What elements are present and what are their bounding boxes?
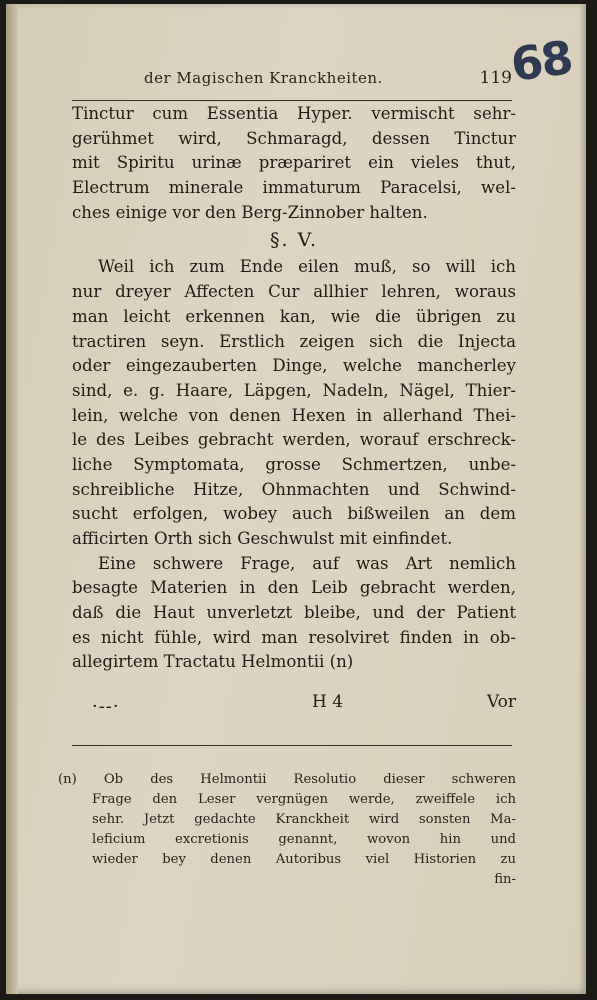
main-text [72, 102, 516, 675]
text-line: Weil ich zum Ende eilen muß, so will ich [98, 257, 516, 277]
text-line: Eine schwere Frage, auf was Art nemlich [98, 553, 516, 573]
text-line: lein, welche von denen Hexen in allerhand Thei- [72, 405, 516, 425]
page-gutter [6, 4, 18, 994]
footnote-line: fin- [494, 872, 516, 887]
text-line: liche Symptomata, grosse Schmertzen, unbe- [72, 454, 516, 474]
footnote-line: wieder bey denen Autoribus viel Historien zu [92, 852, 516, 867]
footnote [58, 770, 516, 890]
text-line: le des Leibes gebracht werden, worauf erschreck- [72, 430, 516, 450]
text-line: allegirtem Tractatu Helmontii (n) [72, 652, 354, 672]
footnote-line: Frage den Leser vergnügen werde, zweiffele ich [92, 792, 516, 807]
text-line: sind, e. g. Haare, Läpgen, Nadeln, Nägel, Thier- [72, 380, 516, 400]
catchword: Vor [486, 692, 516, 712]
text-line: schreibliche Hitze, Ohnmachten und Schwind- [72, 479, 516, 499]
text-line: es nicht fühle, wird man resolviret finden in ob- [72, 627, 516, 647]
text-line: gerühmet wird, Schmaragd, dessen Tinctur [72, 128, 516, 148]
text-line: Electrum minerale immaturum Paracelsi, wel- [72, 178, 516, 198]
text-line: besagte Materien in den Leib gebracht werden, [72, 578, 516, 598]
book-page [6, 4, 586, 994]
running-head: der Magischen Kranckheiten. [144, 69, 383, 87]
page-foot [72, 690, 516, 720]
text-line: ches einige vor den Berg-Zinnober halten. [72, 202, 428, 222]
page-number: 119 [479, 68, 512, 88]
footnote-line: leficium excretionis genannt, wovon hin und [92, 832, 516, 847]
text-line: sucht erfolgen, wobey auch bißweilen an dem [72, 504, 516, 524]
text-line: oder eingezauberten Dinge, welche mancherley [72, 356, 516, 376]
footnote-rule [72, 745, 512, 746]
footnote-line: sehr. Jetzt gedachte Kranckheit wird sonsten Ma- [92, 812, 516, 827]
signature-mark: H 4 [312, 692, 344, 712]
text-line: daß die Haut unverletzt bleibe, und der Patient [72, 603, 516, 623]
ornament: ·--· [92, 696, 120, 717]
text-line: Tinctur cum Essentia Hyper. vermischt sehr- [72, 104, 516, 123]
text-line: nur dreyer Affecten Cur allhier lehren, woraus [72, 282, 516, 302]
text-line: mit Spiritu urinæ præpariret ein vieles thut, [72, 153, 516, 173]
footnote-line: (n) Ob des Helmontii Resolutio dieser schweren [58, 772, 516, 787]
text-line: afficirten Orth sich Geschwulst mit einfindet. [72, 529, 453, 548]
text-line: man leicht erkennen kan, wie die übrigen zu [72, 306, 516, 326]
section-heading: §. V. [269, 229, 319, 252]
header-rule [72, 100, 512, 101]
handwritten-folio-number: 68 [507, 30, 575, 92]
page-header [144, 68, 524, 94]
text-line: tractiren seyn. Erstlich zeigen sich die Injecta [72, 331, 516, 351]
